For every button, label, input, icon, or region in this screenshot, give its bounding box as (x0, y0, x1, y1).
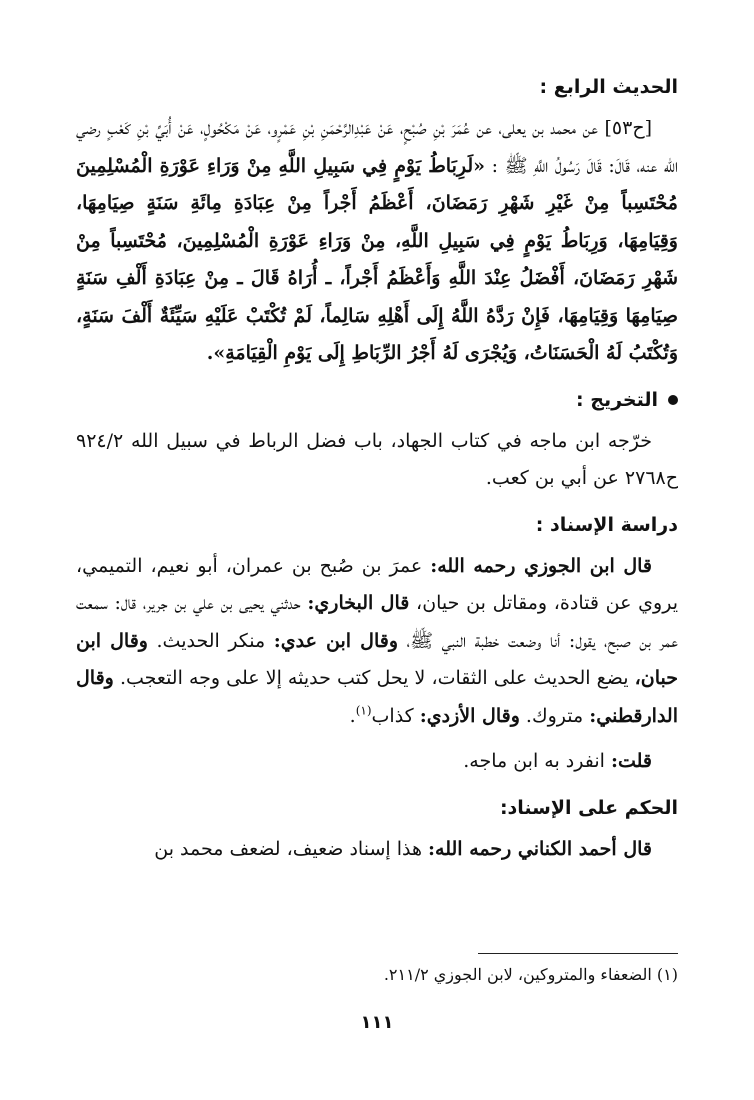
ruling-heading: الحكم على الإسناد: (499, 796, 678, 819)
qult-paragraph (76, 743, 678, 781)
speaker-ibn-aljawzi: قال ابن الجوزي رحمه الله: (430, 554, 652, 577)
ruling-text: هذا إسناد ضعيف، لضعف محمد بن (154, 837, 429, 860)
speaker-ibn-hibban: وقال ابن حبان، (76, 629, 678, 689)
hadith-heading: الحديث الرابع : (539, 76, 678, 98)
takhrij-heading-row (76, 383, 678, 417)
hadith-text: «لَرِبَاطُ يَوْمٍ فِي سَبِيلِ اللَّهِ مِنْ وَرَاءِ عَوْرَةِ الْمُسْلِمِينَ مُحْتَسِباً مِنْ غَيْرِ شَهْرِ رَمَضَانَ، أَعْظَمُ أَجْراً مِنْ عِبَادَةِ مِائَةِ سَنَةٍ صِيَامِهَا، وَقِيَامِهَا، وَرِبَاطُ يَوْمٍ فِي سَبِيلِ اللَّهِ، مِنْ وَرَاءِ عَوْرَةِ الْمُسْلِمِينَ، مُحْتَسِباً مِنْ شَهْرِ رَمَضَانَ، أَفْضَلُ عِنْدَ اللَّهِ وَأَعْظَمُ أَجْراً، ـ أُرَاهُ قَالَ ـ مِنْ عِبَادَةِ أَلْفِ سَنَةٍ صِيَامِهَا وَقِيَامِهَا، فَإِنْ رَدَّهُ اللَّهُ إِلَى أَهْلِهِ سَالِماً، لَمْ تُكْتَبْ عَلَيْهِ سَيِّئَةٌ أَلْفَ سَنَةٍ، وَتُكْتَبُ لَهُ الْحَسَنَاتُ، وَيُجْرَى لَهُ أَجْرُ الرِّبَاطِ إِلَى يَوْمِ الْقِيَامَةِ». (76, 154, 678, 364)
hadith-number: [ح٥٣] (604, 117, 652, 139)
footnote-divider (478, 953, 678, 954)
hadith-chain: عن محمد بن يعلى، عن عُمَرَ بْنِ صُبْحٍ، عَنْ عَبْدِالرَّحْمَنِ بْنِ عَمْرٍو، عَنْ مَكْحُولٍ، عَنْ أُبَيِّ بْنِ كَعْبٍ رضي الله عنه، قَالَ: قَالَ رَسُولُ اللَّهِ ﷺ : (76, 117, 678, 177)
isnad-text-6: كذاب (371, 704, 420, 727)
bullet-icon (668, 395, 678, 405)
page-body (76, 70, 678, 868)
isnad-study-paragraph (76, 548, 678, 736)
isnad-end: . (349, 704, 356, 727)
speaker-bukhari: قال البخاري: (307, 592, 410, 614)
speaker-ibn-adi: وقال ابن عدي: (273, 629, 399, 652)
hadith-section (76, 70, 678, 373)
isnad-text-3: منكر الحديث. (147, 629, 274, 652)
ruling-paragraph (76, 831, 678, 869)
speaker-azdi: وقال الأزدي: (419, 704, 520, 727)
speaker-daraqutni: وقال الدارقطني: (76, 667, 678, 727)
isnad-study-heading: دراسة الإسناد : (535, 513, 678, 536)
takhrij-heading: التخريج : (576, 388, 658, 411)
takhrij-section (76, 383, 678, 498)
ruling-section (76, 791, 678, 869)
isnad-text-1: عمرَ بن صُبح بن عمران، أبو نعيم، التميمي، يروي عن قتادة، ومقاتل بن حيان، (76, 554, 678, 614)
qult-text: انفرد به ابن ماجه. (463, 750, 611, 772)
page-number: ١١١ (360, 1012, 394, 1033)
speaker-kinani: قال أحمد الكناني رحمه الله: (428, 837, 652, 860)
isnad-text-2: حدثني يحيى بن علي بن جرير، قال: سمعت عمر بن صبح، يقول: أنا وضعت خطبة النبي ﷺ، (76, 592, 678, 652)
footnote: (١) الضعفاء والمتروكين، لابن الجوزي ٢١١/٢. (383, 965, 678, 984)
isnad-text-5: متروك. (519, 704, 590, 727)
isnad-text-4: يضع الحديث على الثقات، لا يحل كتب حديثه إلا على وجه التعجب. (113, 667, 635, 689)
hadith-paragraph (76, 110, 678, 373)
qult-label: قلت: (610, 750, 652, 772)
footnote-ref[interactable]: (١) (355, 703, 372, 718)
isnad-study-section (76, 508, 678, 781)
takhrij-paragraph: خرّجه ابن ماجه في كتاب الجهاد، باب فضل الرباط في سبيل الله ٩٢٤/٢ ح٢٧٦٨ عن أبي بن كعب. (76, 429, 678, 489)
